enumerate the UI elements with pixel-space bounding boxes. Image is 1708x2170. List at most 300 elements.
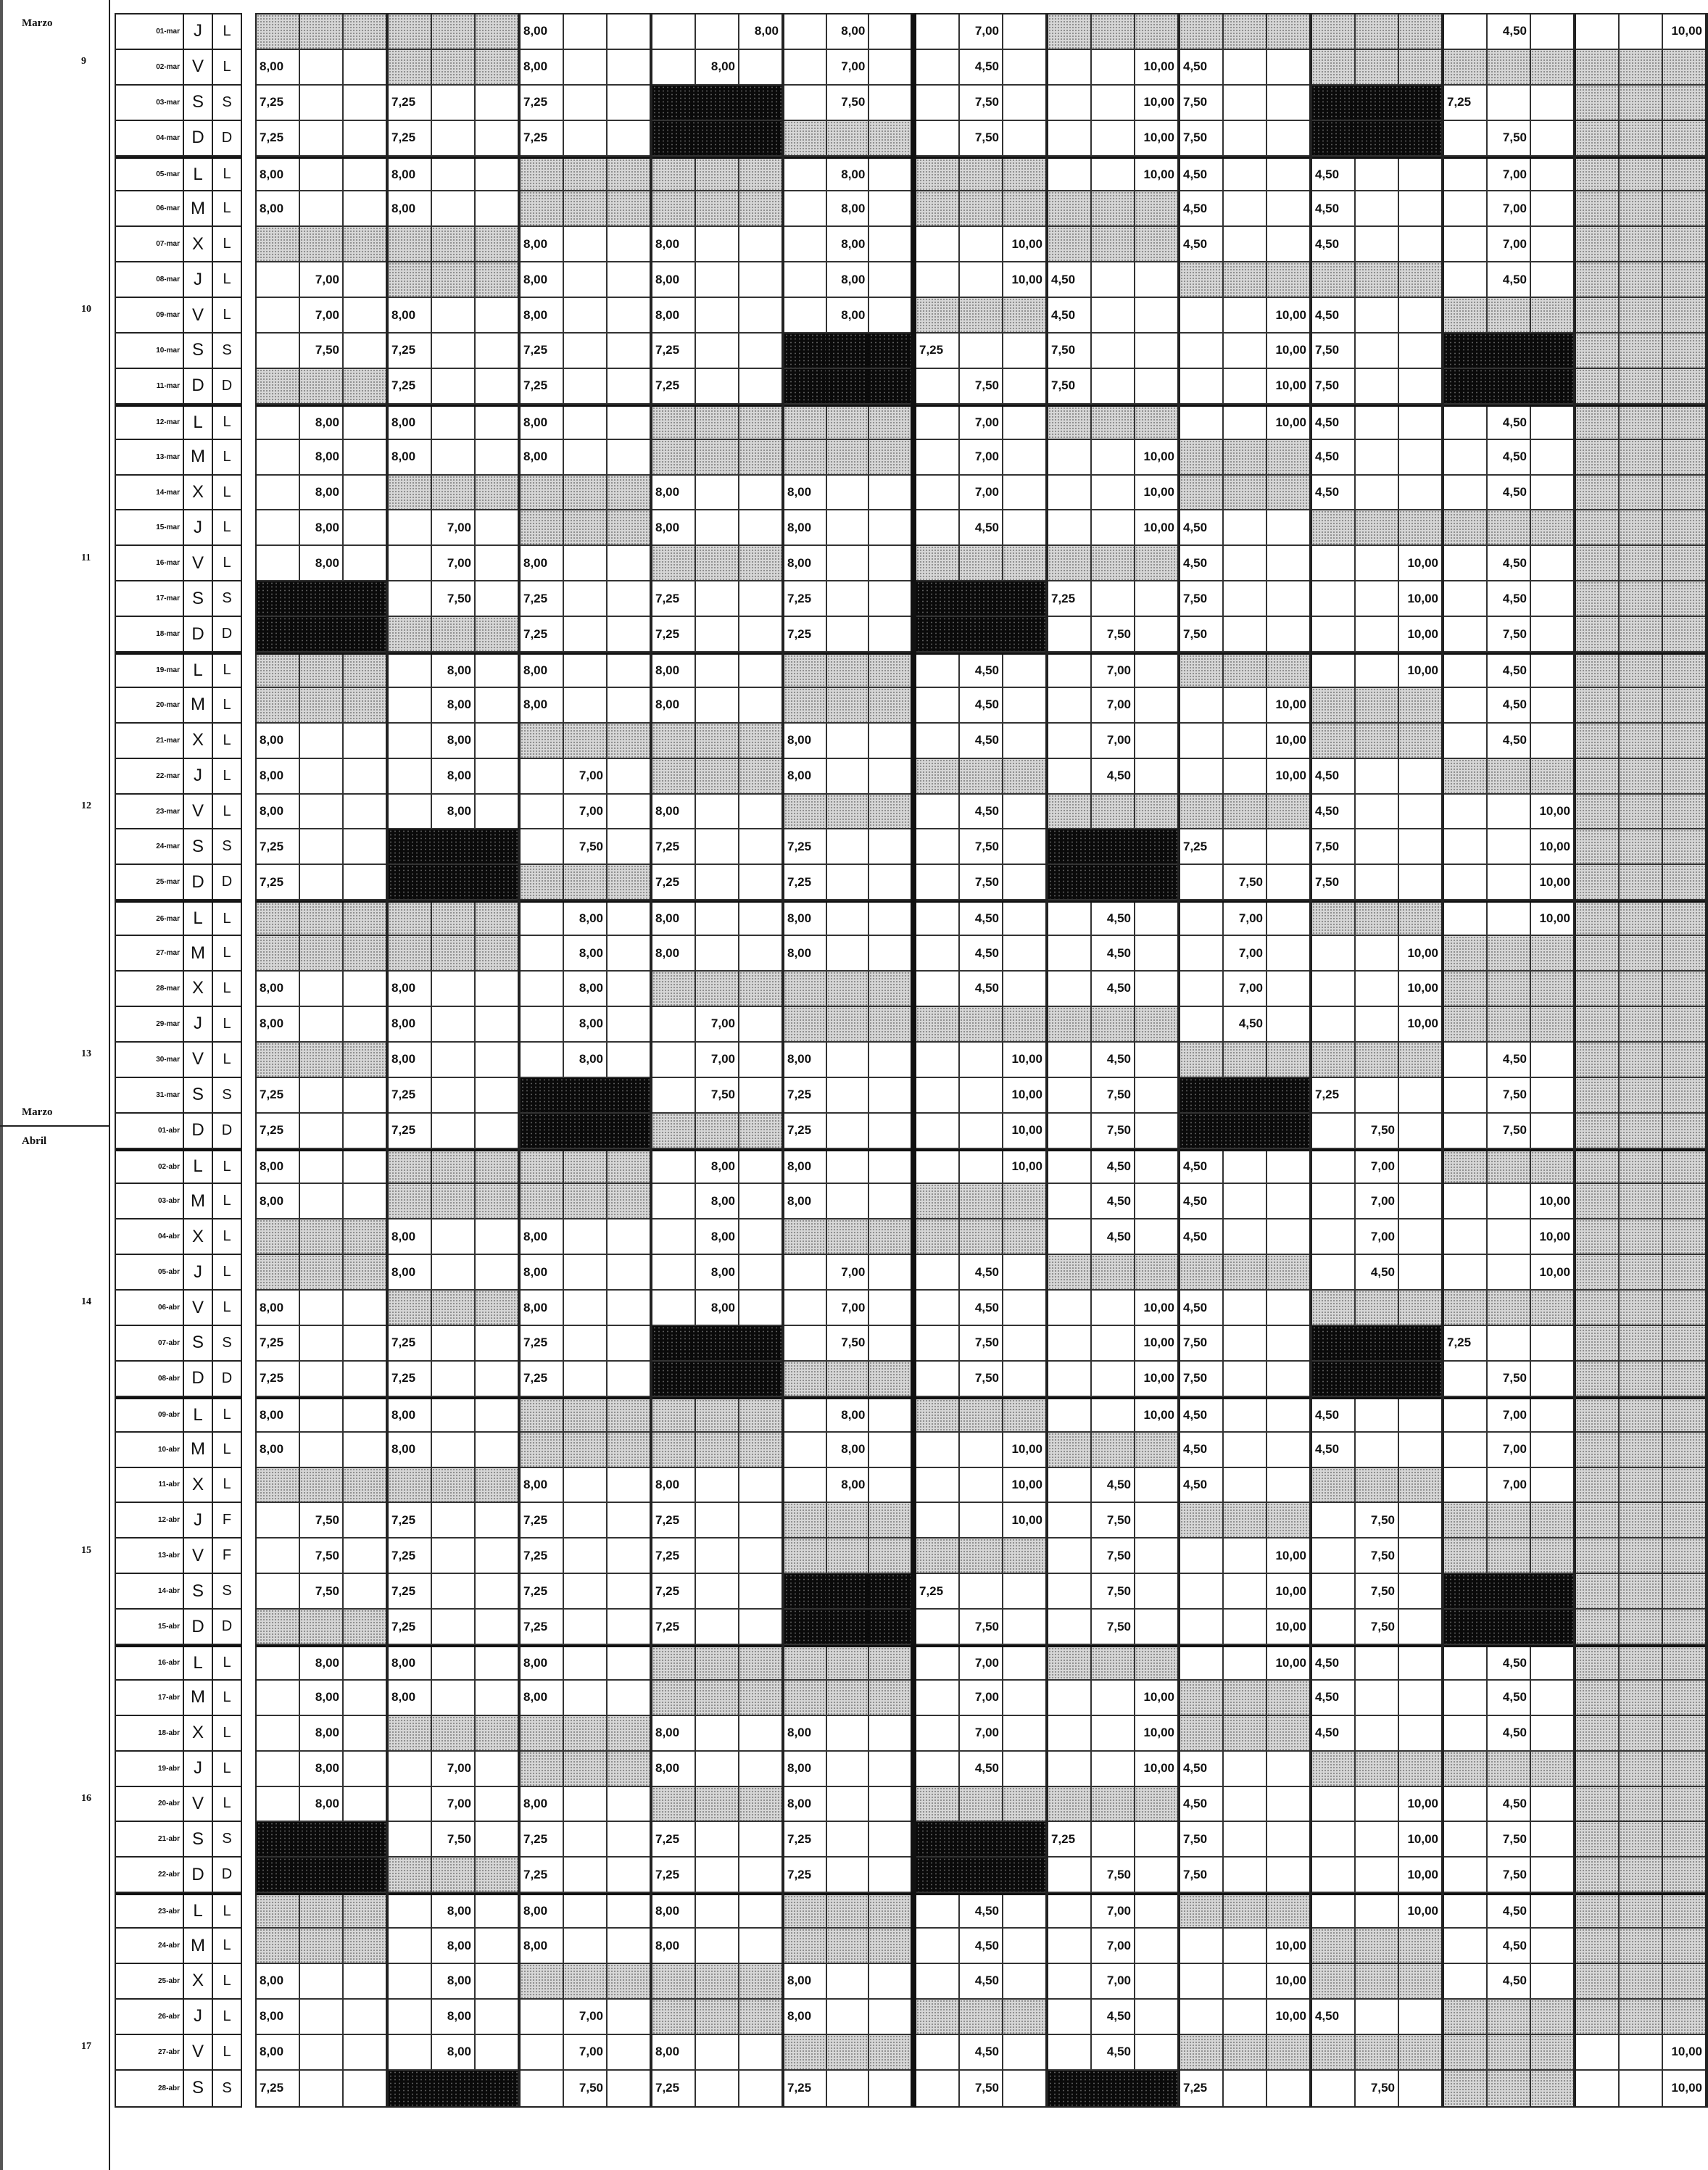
off-day-cell [652, 1399, 696, 1431]
shift-cell [1048, 1078, 1092, 1112]
shift-row [521, 829, 650, 865]
shift-cell [827, 2000, 870, 2034]
shift-row [652, 900, 782, 936]
hours-value: 10,00 [1407, 1904, 1438, 1918]
shift-cell [564, 1787, 608, 1821]
shift-row [521, 369, 650, 405]
day-date: 26-abr [116, 2000, 184, 2034]
day-row [116, 2000, 241, 2035]
off-day-cell [1312, 15, 1356, 49]
shift-row [1048, 227, 1177, 262]
off-day-cell [1576, 865, 1620, 899]
day-row [116, 2071, 241, 2106]
off-day-cell [696, 1114, 739, 1148]
hours-value: 4,50 [1312, 759, 1356, 793]
shift-cell [916, 1362, 960, 1396]
hours-value: 10,00 [1011, 1159, 1042, 1174]
off-day-cell [739, 191, 782, 225]
off-day-cell [827, 1219, 870, 1254]
shift-row [1444, 1362, 1573, 1397]
shift-cell [521, 759, 564, 793]
shift-row [1576, 1539, 1705, 1574]
weekend-block-cell [476, 829, 518, 864]
shift-cell [476, 1043, 518, 1077]
team-column [652, 13, 784, 2108]
shift-cell [344, 407, 386, 439]
shift-row [1312, 405, 1441, 440]
off-day-cell [476, 617, 518, 651]
shift-row [389, 1149, 518, 1185]
shift-cell [1267, 159, 1309, 191]
off-day-cell [1576, 903, 1620, 935]
team-column [1312, 13, 1444, 2108]
off-day-cell [652, 191, 696, 225]
team-column [521, 13, 652, 2108]
shift-row [784, 1822, 911, 1858]
shift-row [521, 1716, 650, 1752]
shift-row [784, 2000, 911, 2035]
hours-value: 7,50 [1488, 1078, 1531, 1112]
hours-value: 7,50 [960, 829, 1003, 864]
shift-cell [1267, 1219, 1309, 1254]
shift-cell [300, 972, 344, 1006]
shift-cell [1312, 1539, 1356, 1573]
off-day-cell [1620, 1362, 1663, 1396]
shift-cell [1267, 510, 1309, 544]
off-day-cell [696, 1681, 739, 1715]
shift-cell [432, 1007, 476, 1041]
hours-value: 8,00 [257, 1964, 300, 1998]
hours-value: 7,25 [652, 334, 696, 368]
off-day-cell [1003, 2000, 1045, 2034]
shift-cell [1267, 1291, 1309, 1325]
shift-cell [432, 1326, 476, 1360]
hours-value: 8,00 [300, 1681, 344, 1715]
shift-cell [696, 334, 739, 368]
shift-cell [739, 1752, 782, 1786]
shift-cell [1531, 1433, 1573, 1467]
shift-cell [1531, 724, 1573, 758]
day-type: L [223, 696, 231, 713]
day-type: S [222, 1583, 232, 1599]
shift-row [784, 1716, 911, 1752]
shift-cell [869, 191, 911, 225]
shift-cell [1048, 159, 1092, 191]
shift-cell [1048, 2035, 1092, 2069]
shift-row [1048, 1610, 1177, 1645]
shift-row [784, 298, 911, 334]
shift-row [1444, 440, 1573, 476]
hours-value: 7,25 [652, 581, 696, 616]
shift-row [916, 1822, 1045, 1858]
hours-value: 7,50 [1356, 1539, 1399, 1573]
shift-row [1576, 759, 1705, 795]
shift-cell [1531, 546, 1573, 580]
day-date: 08-mar [116, 262, 184, 297]
shift-row [1180, 1433, 1309, 1468]
off-day-cell [1092, 1647, 1135, 1679]
shift-cell [608, 86, 650, 120]
shift-cell [739, 1184, 782, 1218]
hours-value: 8,00 [564, 972, 608, 1006]
off-day-cell [432, 903, 476, 935]
shift-row [652, 1610, 782, 1645]
shift-cell [257, 1681, 300, 1715]
shift-cell [476, 440, 518, 474]
shift-cell [916, 440, 960, 474]
hours-value: 10,00 [1143, 59, 1174, 74]
shift-row [389, 759, 518, 795]
off-day-cell [1663, 1681, 1705, 1715]
shift-row [521, 972, 650, 1007]
shift-cell [476, 546, 518, 580]
hours-value: 4,50 [1312, 191, 1356, 225]
shift-cell [608, 1539, 650, 1573]
shift-cell [869, 1078, 911, 1112]
shift-cell [1531, 121, 1573, 155]
shift-cell [960, 1468, 1003, 1502]
off-day-cell [1620, 1964, 1663, 1998]
shift-cell [1003, 1574, 1045, 1608]
shift-row [1048, 298, 1177, 334]
hours-value: 8,00 [652, 298, 696, 332]
hours-value: 8,00 [521, 688, 564, 722]
off-day-cell [696, 546, 739, 580]
day-row [116, 546, 241, 581]
shift-cell [1135, 262, 1177, 297]
day-of-week: D [184, 1610, 213, 1644]
shift-cell [1531, 1858, 1573, 1892]
shift-row [784, 829, 911, 865]
shift-row [1444, 1043, 1573, 1078]
weekend-block-cell [1135, 2071, 1177, 2106]
hours-value: 7,50 [1092, 617, 1135, 651]
shift-cell [257, 1503, 300, 1537]
shift-cell [564, 86, 608, 120]
shift-cell [916, 1716, 960, 1750]
shift-row [652, 191, 782, 227]
shift-cell [1399, 1399, 1441, 1431]
off-day-cell [1312, 688, 1356, 722]
day-row [116, 1149, 241, 1185]
shift-cell [1180, 688, 1224, 722]
shift-cell [1312, 581, 1356, 616]
shift-cell [476, 581, 518, 616]
shift-row [1180, 1539, 1309, 1574]
off-day-cell [1620, 1078, 1663, 1112]
shift-cell [1576, 2071, 1620, 2106]
day-date: 23-abr [116, 1895, 184, 1927]
shift-cell [696, 1574, 739, 1608]
shift-row [1576, 1468, 1705, 1504]
weekend-block-cell [300, 1858, 344, 1892]
off-day-cell [827, 1681, 870, 1715]
shift-cell [696, 688, 739, 722]
hours-value: 7,50 [1356, 2071, 1399, 2106]
shift-cell [344, 510, 386, 544]
off-day-cell [1663, 1716, 1705, 1750]
off-day-cell [652, 2000, 696, 2034]
shift-row [1048, 1291, 1177, 1326]
hours-value: 4,50 [960, 1964, 1003, 1998]
hours-value: 10,00 [1275, 1583, 1306, 1598]
hours-value: 7,50 [1312, 865, 1356, 899]
hours-value: 10,00 [1275, 415, 1306, 429]
shift-cell [1048, 1291, 1092, 1325]
shift-row [652, 369, 782, 405]
off-day-cell [869, 655, 911, 687]
off-day-cell [564, 1752, 608, 1786]
hours-value: 4,50 [1180, 191, 1224, 225]
shift-row [1312, 1929, 1441, 1964]
shift-row [1048, 724, 1177, 759]
shift-row [521, 1184, 650, 1219]
off-day-cell [1663, 440, 1705, 474]
off-day-cell [1267, 1255, 1309, 1289]
day-row [116, 829, 241, 865]
day-date: 06-abr [116, 1291, 184, 1325]
off-day-cell [1620, 407, 1663, 439]
off-day-cell [1356, 1752, 1399, 1786]
hours-value: 4,50 [1224, 1007, 1267, 1041]
hours-value: 4,50 [1312, 1647, 1356, 1679]
shift-cell [696, 262, 739, 297]
off-day-cell [784, 1362, 827, 1396]
shift-cell [1267, 829, 1309, 864]
shift-cell [1399, 1610, 1441, 1644]
hours-value: 7,25 [784, 617, 827, 651]
off-day-cell [1135, 795, 1177, 829]
day-date: 16-mar [116, 546, 184, 580]
shift-cell [476, 1822, 518, 1856]
off-day-cell [1620, 759, 1663, 793]
off-day-cell [1663, 1399, 1705, 1431]
hours-value: 7,25 [521, 1858, 564, 1892]
shift-cell [257, 1716, 300, 1750]
shift-row [521, 15, 650, 50]
hours-value: 8,00 [827, 262, 870, 297]
shift-cell [869, 581, 911, 616]
off-day-cell [916, 759, 960, 793]
shift-row [1444, 405, 1573, 440]
hours-value: 8,00 [389, 1255, 432, 1289]
off-day-cell [1663, 121, 1705, 155]
off-day-cell [476, 1716, 518, 1750]
hours-value: 7,00 [960, 476, 1003, 510]
shift-row [1180, 1078, 1309, 1114]
shift-cell [1312, 546, 1356, 580]
shift-row [521, 1149, 650, 1185]
off-day-cell [1663, 476, 1705, 510]
shift-cell [739, 298, 782, 332]
hours-value: 4,50 [1488, 15, 1531, 49]
off-day-cell [1576, 1539, 1620, 1573]
weekend-block-cell [1048, 865, 1092, 899]
shift-cell [1267, 546, 1309, 580]
day-type: D [221, 1370, 233, 1386]
shift-row [1576, 121, 1705, 157]
shift-row [521, 1078, 650, 1114]
shift-cell [739, 2071, 782, 2106]
off-day-cell [739, 1681, 782, 1715]
hours-value: 4,50 [1180, 1468, 1224, 1502]
shift-cell [344, 1184, 386, 1218]
off-day-cell [1531, 1151, 1573, 1183]
shift-row [1444, 972, 1573, 1007]
shift-cell [696, 1929, 739, 1963]
hours-value: 4,50 [1092, 2035, 1135, 2069]
off-day-cell [1224, 2035, 1267, 2069]
hours-value: 7,50 [1488, 1114, 1531, 1148]
off-day-cell [1663, 1151, 1705, 1183]
shift-row [1576, 405, 1705, 440]
shift-row [652, 1184, 782, 1219]
off-day-cell [960, 759, 1003, 793]
hours-value: 7,50 [960, 369, 1003, 403]
hours-value: 4,50 [1180, 1184, 1224, 1218]
day-row [116, 1397, 241, 1433]
off-day-cell [521, 476, 564, 510]
shift-cell [432, 159, 476, 191]
shift-cell [1224, 1433, 1267, 1467]
hours-value: 7,25 [521, 581, 564, 616]
off-day-cell [1444, 759, 1488, 793]
shift-row [1180, 510, 1309, 546]
shift-cell [257, 476, 300, 510]
hours-value: 10,00 [1275, 307, 1306, 322]
hours-value: 8,00 [652, 1895, 696, 1927]
day-type: D [221, 1866, 233, 1883]
off-day-cell [739, 2000, 782, 2034]
shift-cell [608, 1610, 650, 1644]
shift-cell [739, 334, 782, 368]
shift-row [1576, 510, 1705, 546]
shift-row [1444, 1007, 1573, 1043]
off-day-cell [784, 1895, 827, 1927]
shift-row [916, 1893, 1045, 1929]
shift-row [916, 1929, 1045, 1964]
off-day-cell [1531, 972, 1573, 1006]
shift-cell [652, 1219, 696, 1254]
hours-value: 7,25 [1444, 86, 1488, 120]
shift-cell [916, 407, 960, 439]
shift-cell [432, 1681, 476, 1715]
shift-cell [1048, 617, 1092, 651]
hours-value: 7,00 [1092, 1895, 1135, 1927]
weekend-block-cell [696, 121, 739, 155]
off-day-cell [1576, 759, 1620, 793]
off-day-cell [608, 1151, 650, 1183]
shift-row [521, 440, 650, 476]
shift-cell [1444, 1399, 1488, 1431]
shift-row [784, 1929, 911, 1964]
shift-row [1576, 1149, 1705, 1185]
week-number: 13 [81, 1048, 91, 1060]
shift-row [1312, 1007, 1441, 1043]
shift-cell [1135, 688, 1177, 722]
shift-cell [1048, 1468, 1092, 1502]
off-day-cell [696, 191, 739, 225]
off-day-cell [739, 724, 782, 758]
shift-cell [608, 121, 650, 155]
off-day-cell [1576, 50, 1620, 84]
hours-value: 4,50 [1488, 1716, 1531, 1750]
weekend-block-cell [1003, 1822, 1045, 1856]
off-day-cell [1267, 1895, 1309, 1927]
day-date: 13-abr [116, 1539, 184, 1573]
off-day-cell [1620, 262, 1663, 297]
shift-cell [1399, 1184, 1441, 1218]
off-day-cell [1531, 1539, 1573, 1573]
shift-cell [1135, 2000, 1177, 2034]
shift-cell [784, 1433, 827, 1467]
shift-row [257, 86, 386, 121]
hours-value: 7,50 [1224, 865, 1267, 899]
weekend-block-cell [1312, 1362, 1356, 1396]
shift-row [1180, 369, 1309, 405]
shift-cell [1224, 1539, 1267, 1573]
shift-row [1444, 510, 1573, 546]
shift-row [1576, 1716, 1705, 1752]
shift-cell [1531, 262, 1573, 297]
shift-row [1048, 865, 1177, 900]
day-date: 20-abr [116, 1787, 184, 1821]
shift-cell [564, 262, 608, 297]
shift-row [916, 1964, 1045, 2000]
shift-row [916, 1433, 1045, 1468]
shift-cell [1356, 2000, 1399, 2034]
shift-row [784, 1858, 911, 1893]
hours-value: 7,25 [1444, 1326, 1488, 1360]
off-day-cell [1267, 440, 1309, 474]
off-day-cell [1576, 1326, 1620, 1360]
hours-value: 7,50 [1312, 829, 1356, 864]
shift-row [1444, 1468, 1573, 1504]
shift-row [389, 581, 518, 617]
day-date: 14-abr [116, 1574, 184, 1608]
hours-value: 4,50 [1092, 1184, 1135, 1218]
off-day-cell [1576, 227, 1620, 261]
shift-cell [1135, 1964, 1177, 1998]
shift-cell [344, 159, 386, 191]
shift-cell [1003, 369, 1045, 403]
hours-value: 7,50 [960, 86, 1003, 120]
shift-cell [1180, 1539, 1224, 1573]
shift-cell [1267, 1326, 1309, 1360]
shift-cell [739, 1151, 782, 1183]
off-day-cell [739, 1787, 782, 1821]
shift-cell [344, 1787, 386, 1821]
hours-value: 4,50 [1488, 1895, 1531, 1927]
shift-cell [1399, 298, 1441, 332]
hours-value: 7,25 [257, 1362, 300, 1396]
shift-cell [960, 334, 1003, 368]
hours-value: 7,50 [1048, 369, 1092, 403]
shift-row [1312, 2035, 1441, 2071]
hours-value: 7,00 [960, 407, 1003, 439]
hours-value: 8,00 [652, 655, 696, 687]
hours-value: 8,00 [300, 1716, 344, 1750]
shift-row [916, 829, 1045, 865]
shift-cell [476, 2000, 518, 2034]
day-date: 18-abr [116, 1716, 184, 1750]
hours-value: 4,50 [1312, 227, 1356, 261]
shift-cell [476, 1362, 518, 1396]
shift-cell [1048, 655, 1092, 687]
shift-cell [960, 1503, 1003, 1537]
off-day-cell [1576, 829, 1620, 864]
shift-row [389, 1645, 518, 1681]
